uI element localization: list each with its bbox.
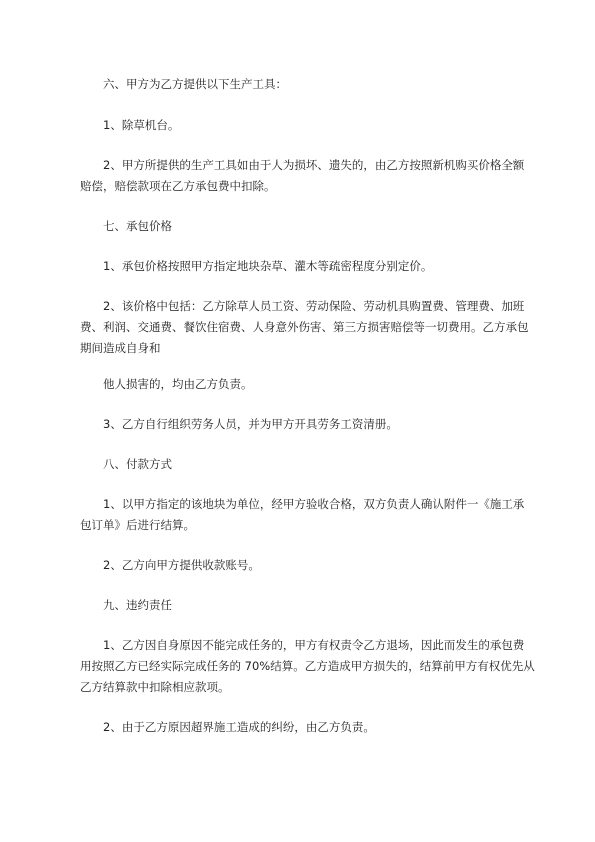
section-6-item-1: 1、除草机台。 <box>103 118 180 132</box>
section-7-item-2: 2、该价格中包括：乙方除草人员工资、劳动保险、劳动机具购置费、管理费、加班费、利润、交通费、餐饮住宿费、人身意外伤害、第三方损害赔偿等一切费用。乙方承包期间造成自身和 <box>80 299 529 355</box>
section-6-item-2: 2、甲方所提供的生产工具如由于人为损坏、遗失的，由乙方按照新机购买价格全额赔偿，赔偿款项在乙方承包费中扣除。 <box>80 158 525 193</box>
section-7-item-1: 1、承包价格按照甲方指定地块杂草、灌木等疏密程度分别定价。 <box>103 259 433 273</box>
section-8-item-1: 1、以甲方指定的该地块为单位，经甲方验收合格，双方负责人确认附件一《施工承包订单》后进行结算。 <box>80 497 525 532</box>
section-8-heading: 八、付款方式 <box>103 457 172 471</box>
section-9-item-1: 1、乙方因自身原因不能完成任务的，甲方有权责令乙方退场，因此而发生的承包费用按照乙方已经实际完成任务的 70%结算。乙方造成甲方损失的，结算前甲方有权优先从乙方结算款中扣除相应款项。 <box>80 638 535 694</box>
section-8-item-2: 2、乙方向甲方提供收款账号。 <box>103 558 260 572</box>
section-9-item-2: 2、由于乙方原因超界施工造成的纠纷，由乙方负责。 <box>103 720 375 734</box>
section-6-heading: 六、甲方为乙方提供以下生产工具： <box>103 77 287 91</box>
section-7-item-2-continued: 他人损害的，均由乙方负责。 <box>103 377 253 391</box>
section-9-heading: 九、违约责任 <box>103 598 172 612</box>
section-7-heading: 七、承包价格 <box>103 219 172 233</box>
section-7-item-3: 3、乙方自行组织劳务人员，并为甲方开具劳务工资清册。 <box>103 417 398 431</box>
